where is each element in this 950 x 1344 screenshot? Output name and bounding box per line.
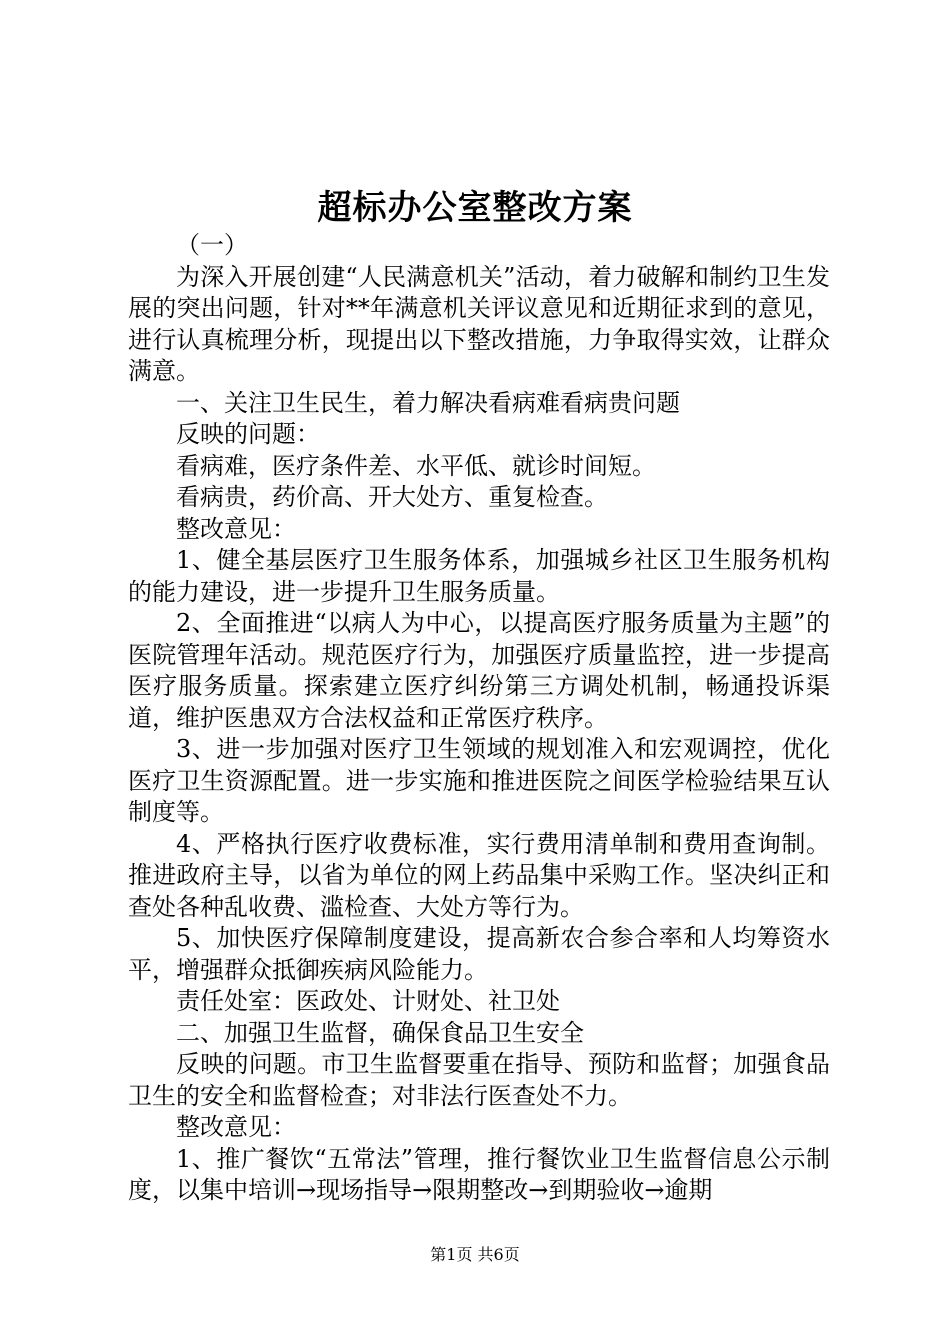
page-footer: 第1页 共6页 bbox=[430, 1245, 520, 1264]
label-problems-1: 反映的问题： bbox=[176, 420, 320, 448]
paragraph-section-marker: （一） bbox=[176, 231, 248, 259]
paragraph-intro: 为深入开展创建“人民满意机关”活动，着力破解和制约卫生发展的突出问题，针对**年满意机关评议意见和近期征求到的意见，进行认真梳理分析，现提出以下整改措施，力争取得实效，让群众满意。 bbox=[128, 262, 830, 385]
paragraph-item-2-1: 1、推广餐饮“五常法”管理，推行餐饮业卫生监督信息公示制度，以集中培训→现场指导→限期整改→到期验收→逾期 bbox=[128, 1144, 830, 1204]
heading-section-2: 二、加强卫生监督，确保食品卫生安全 bbox=[176, 1018, 584, 1047]
paragraph-item-1-4: 4、严格执行医疗收费标准，实行费用清单制和费用查询制。推进政府主导，以省为单位的网上药品集中采购工作。坚决纠正和查处各种乱收费、滥检查、大处方等行为。 bbox=[128, 829, 830, 921]
paragraph-item-1-1: 1、健全基层医疗卫生服务体系，加强城乡社区卫生服务机构的能力建设，进一步提升卫生服务质量。 bbox=[128, 546, 830, 606]
paragraph-item-1-2: 2、全面推进“以病人为中心，以提高医疗服务质量为主题”的医院管理年活动。规范医疗行为，加强医疗质量监控，进一步提高医疗服务质量。探索建立医疗纠纷第三方调处机制，畅通投诉渠道，维护医患双方合法权益和正常医疗秩序。 bbox=[128, 609, 830, 732]
paragraph-item-1-5: 5、加快医疗保障制度建设，提高新农合参合率和人均筹资水平，增强群众抵御疾病风险能力。 bbox=[128, 924, 830, 984]
paragraph-problems-2: 反映的问题。市卫生监督要重在指导、预防和监督；加强食品卫生的安全和监督检查；对非法行医查处不力。 bbox=[128, 1050, 830, 1110]
paragraph-problem-access: 看病难，医疗条件差、水平低、就诊时间短。 bbox=[176, 451, 656, 480]
label-rectification-2: 整改意见： bbox=[176, 1113, 296, 1141]
document-title: 超标办公室整改方案 bbox=[317, 188, 633, 228]
paragraph-item-1-3: 3、进一步加强对医疗卫生领域的规划准入和宏观调控，优化医疗卫生资源配置。进一步实施和推进医院之间医学检验结果互认制度等。 bbox=[128, 735, 830, 826]
paragraph-problem-cost: 看病贵，药价高、开大处方、重复检查。 bbox=[176, 483, 608, 511]
heading-section-1: 一、关注卫生民生，着力解决看病难看病贵问题 bbox=[176, 388, 680, 417]
document-body bbox=[128, 230, 830, 1207]
paragraph-responsible-offices: 责任处室：医政处、计财处、社卫处 bbox=[176, 987, 560, 1015]
label-rectification-1: 整改意见： bbox=[176, 514, 296, 543]
